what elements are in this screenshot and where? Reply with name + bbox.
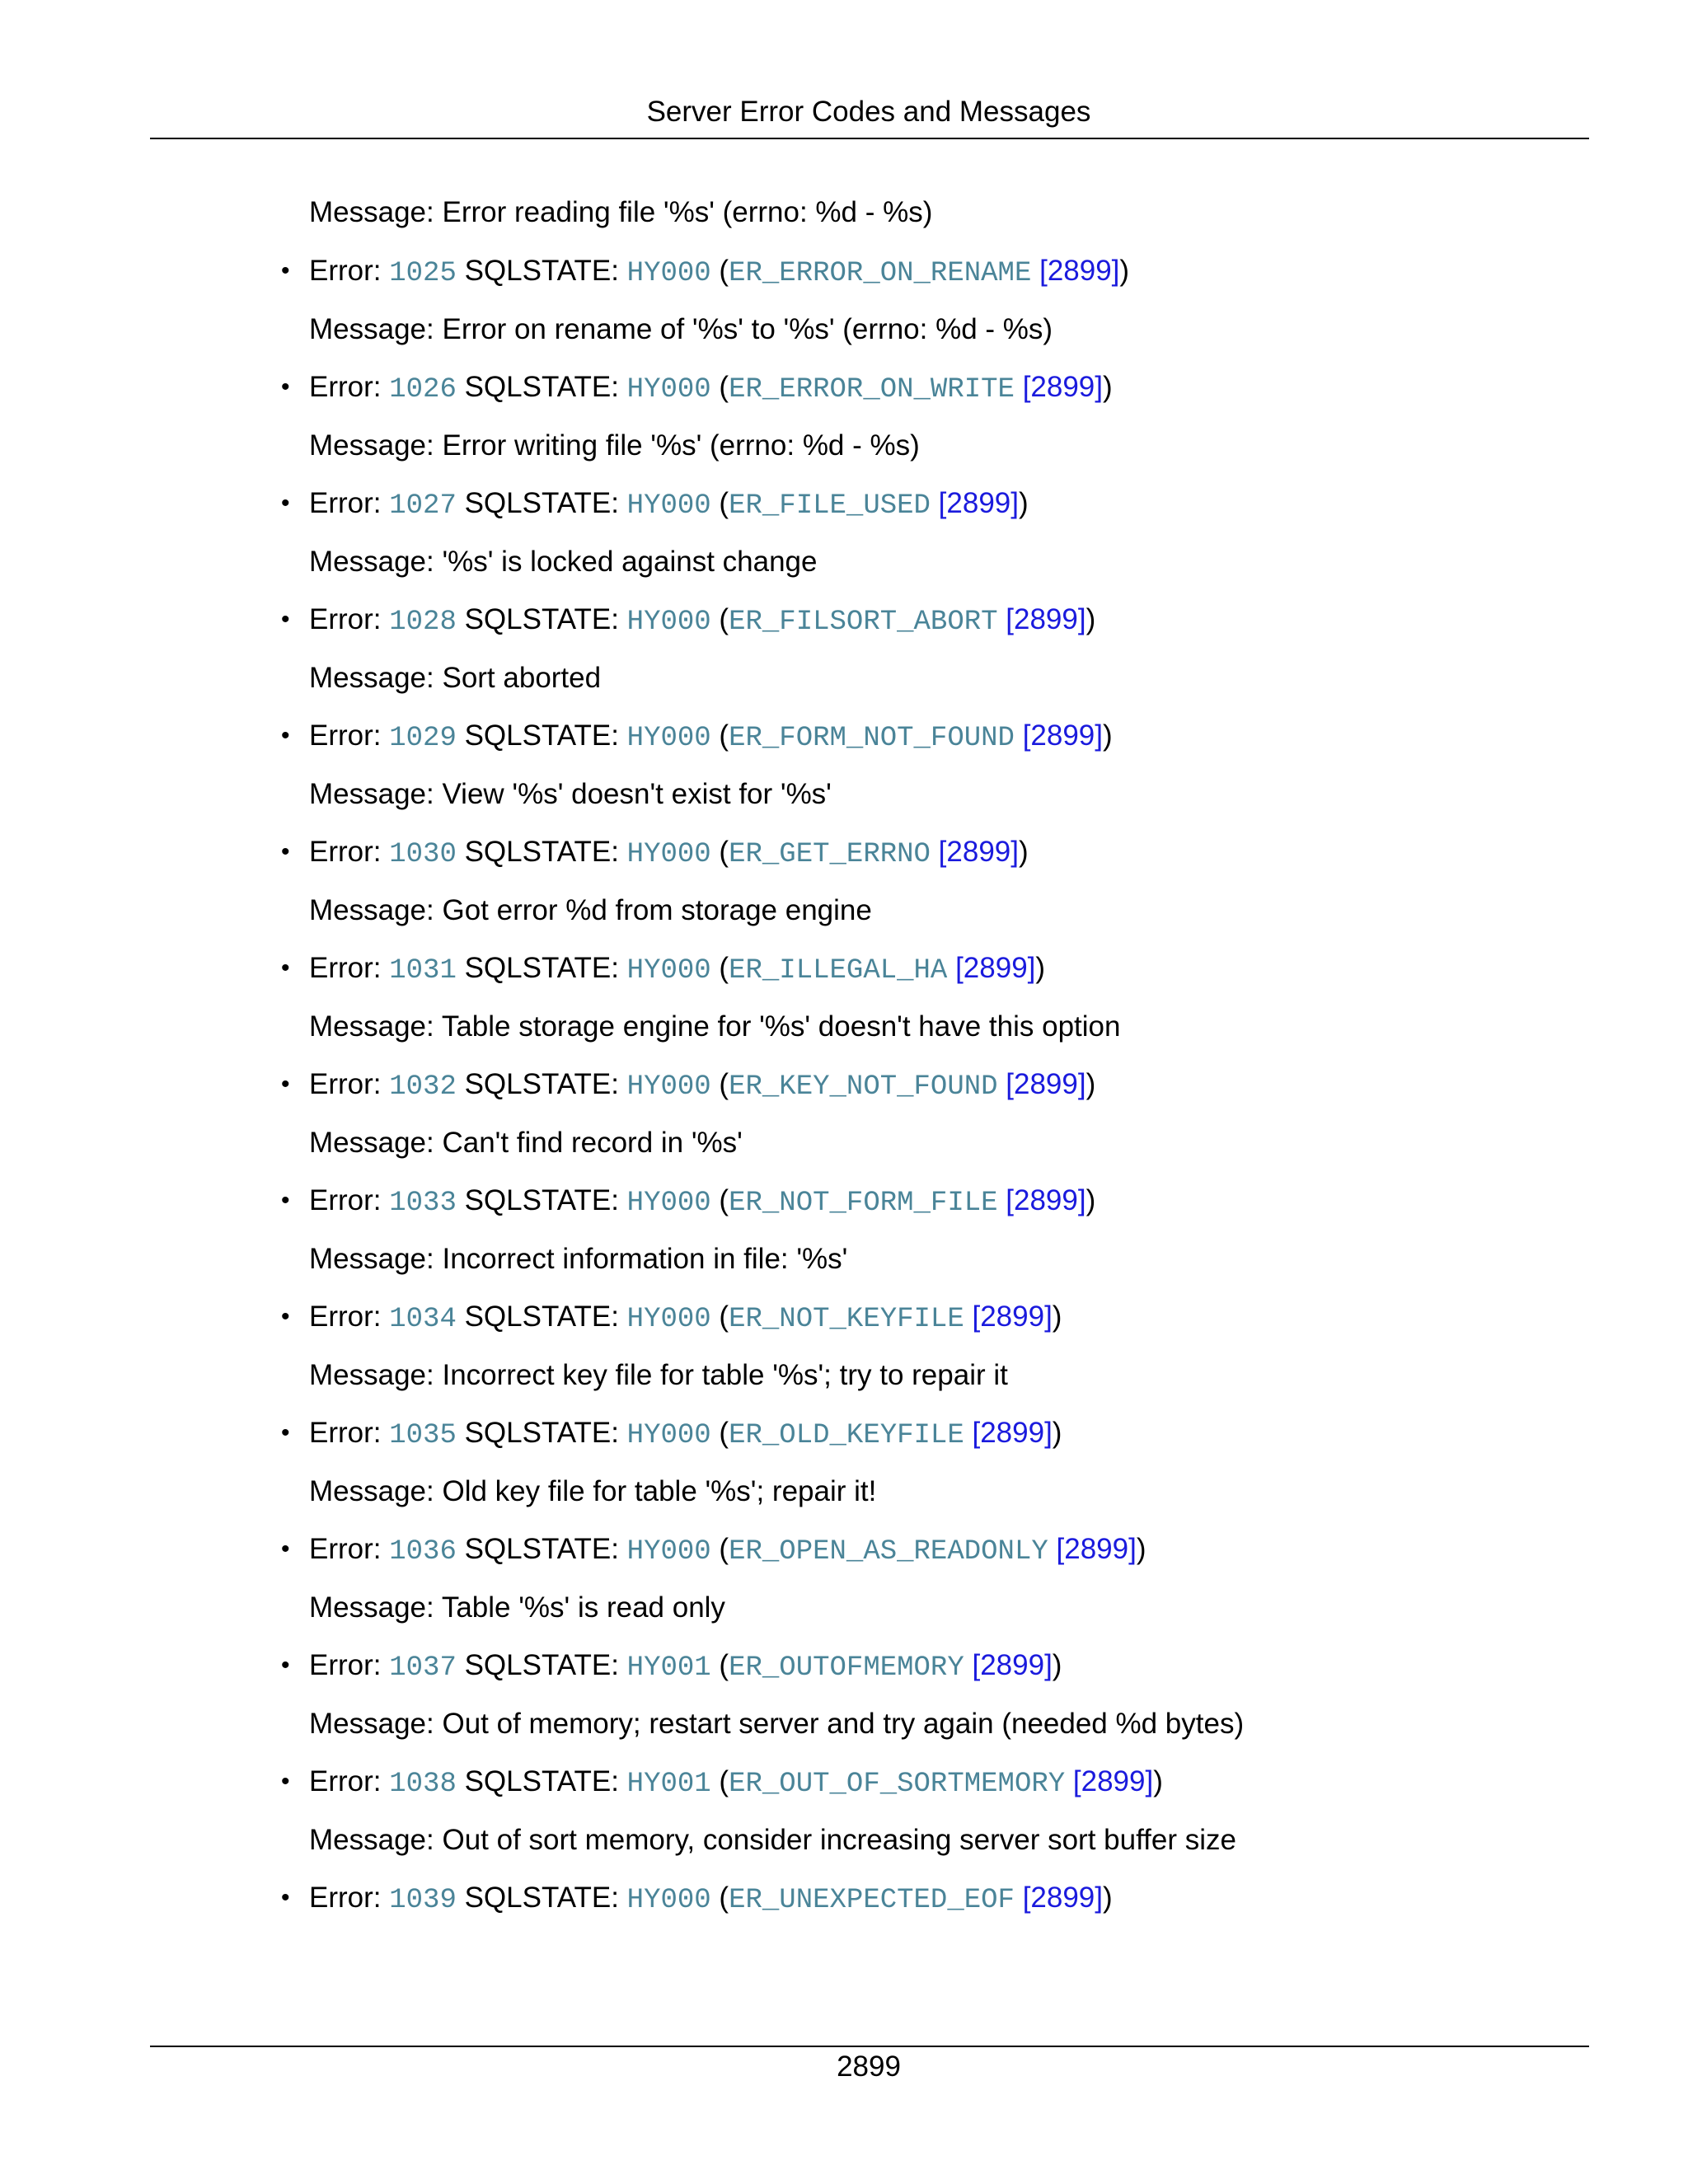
message-prefix: Message: <box>309 1475 443 1507</box>
error-label: Error: <box>309 255 390 287</box>
error-message <box>309 1706 1244 1742</box>
bullet: • <box>281 1303 290 1330</box>
error-label: Error: <box>309 1882 390 1914</box>
open-paren: ( <box>710 1184 729 1216</box>
message-text: Error on rename of '%s' to '%s' (errno: %d - %s) <box>442 313 1053 345</box>
error-symbol: ER_FILE_USED <box>729 490 931 522</box>
close-paren: ) <box>1052 1649 1062 1681</box>
sqlstate-label: SQLSTATE: <box>456 487 627 519</box>
page-reference-link[interactable]: [2899] <box>1006 1068 1086 1100</box>
sqlstate-value: HY000 <box>626 1071 711 1103</box>
error-number: 1030 <box>389 839 457 870</box>
bullet: • <box>281 606 290 633</box>
error-symbol: ER_NOT_FORM_FILE <box>729 1188 998 1219</box>
error-entry <box>281 369 1113 408</box>
sqlstate-value: HY000 <box>626 258 711 289</box>
page-reference-link[interactable]: [2899] <box>1022 1882 1103 1914</box>
error-number: 1032 <box>389 1071 457 1103</box>
close-paren: ) <box>1103 1882 1113 1914</box>
error-entry <box>281 602 1096 640</box>
error-message <box>309 1009 1120 1045</box>
open-paren: ( <box>710 1417 729 1449</box>
open-paren: ( <box>710 255 729 287</box>
sqlstate-value: HY000 <box>626 1536 711 1568</box>
open-paren: ( <box>710 1765 729 1797</box>
bullet: • <box>281 490 290 517</box>
open-paren: ( <box>710 1301 729 1333</box>
error-label: Error: <box>309 1417 390 1449</box>
error-symbol: ER_OUT_OF_SORTMEMORY <box>729 1769 1066 1800</box>
sqlstate-label: SQLSTATE: <box>456 255 627 287</box>
close-paren: ) <box>1018 836 1029 868</box>
error-entry <box>281 1531 1146 1570</box>
message-text: Sort aborted <box>442 662 602 694</box>
sqlstate-label: SQLSTATE: <box>456 1882 627 1914</box>
error-label: Error: <box>309 1068 390 1100</box>
error-number: 1025 <box>389 258 457 289</box>
message-text: Error reading file '%s' (errno: %d - %s) <box>442 196 933 228</box>
close-paren: ) <box>1103 371 1113 403</box>
sqlstate-label: SQLSTATE: <box>456 1533 627 1565</box>
message-prefix: Message: <box>309 1010 442 1043</box>
sqlstate-label: SQLSTATE: <box>456 836 627 868</box>
sqlstate-value: HY000 <box>626 490 711 522</box>
message-text: Out of sort memory, consider increasing server sort buffer size <box>442 1824 1236 1856</box>
error-symbol: ER_FILSORT_ABORT <box>729 607 998 638</box>
message-prefix: Message: <box>309 894 443 926</box>
open-paren: ( <box>710 836 729 868</box>
sqlstate-label: SQLSTATE: <box>456 603 627 635</box>
error-number: 1036 <box>389 1536 457 1568</box>
error-symbol: ER_ILLEGAL_HA <box>729 955 948 987</box>
page-reference-link[interactable]: [2899] <box>1039 255 1120 287</box>
message-text: Can't find record in '%s' <box>442 1127 743 1159</box>
message-text: View '%s' doesn't exist for '%s' <box>442 778 832 810</box>
message-text: Old key file for table '%s'; repair it! <box>442 1475 877 1507</box>
error-label: Error: <box>309 952 390 984</box>
bullet: • <box>281 838 290 865</box>
page-reference-link[interactable]: [2899] <box>1006 603 1086 635</box>
error-symbol: ER_GET_ERRNO <box>729 839 931 870</box>
message-text: Table '%s' is read only <box>441 1591 725 1624</box>
bullet: • <box>281 722 290 749</box>
close-paren: ) <box>1085 1184 1096 1216</box>
message-text: Error writing file '%s' (errno: %d - %s) <box>442 429 920 462</box>
sqlstate-label: SQLSTATE: <box>456 1765 627 1797</box>
sqlstate-value: HY000 <box>626 1188 711 1219</box>
error-message <box>309 428 920 464</box>
close-paren: ) <box>1119 255 1130 287</box>
sqlstate-label: SQLSTATE: <box>456 1301 627 1333</box>
sqlstate-value: HY000 <box>626 839 711 870</box>
error-label: Error: <box>309 1184 390 1216</box>
error-number: 1029 <box>389 723 457 754</box>
page-reference-link[interactable]: [2899] <box>1022 719 1103 752</box>
open-paren: ( <box>710 1533 729 1565</box>
close-paren: ) <box>1018 487 1029 519</box>
sqlstate-value: HY000 <box>626 1304 711 1335</box>
bullet: • <box>281 1419 290 1446</box>
sqlstate-value: HY000 <box>626 607 711 638</box>
message-text: '%s' is locked against change <box>442 546 818 578</box>
error-entry <box>281 1647 1062 1686</box>
page-reference-link[interactable]: [2899] <box>1056 1533 1137 1565</box>
sqlstate-label: SQLSTATE: <box>456 1184 627 1216</box>
error-entry <box>281 1066 1096 1105</box>
error-label: Error: <box>309 487 390 519</box>
error-message <box>309 1590 725 1626</box>
error-symbol: ER_OPEN_AS_READONLY <box>729 1536 1048 1568</box>
page-reference-link[interactable]: [2899] <box>972 1301 1053 1333</box>
error-message <box>309 893 872 929</box>
message-text: Got error %d from storage engine <box>442 894 872 926</box>
sqlstate-value: HY000 <box>626 723 711 754</box>
message-prefix: Message: <box>309 778 443 810</box>
open-paren: ( <box>710 603 729 635</box>
page-reference-link[interactable]: [2899] <box>972 1417 1053 1449</box>
sqlstate-value: HY000 <box>626 374 711 405</box>
error-number: 1028 <box>389 607 457 638</box>
error-message <box>309 544 818 580</box>
sqlstate-label: SQLSTATE: <box>456 952 627 984</box>
error-symbol: ER_FORM_NOT_FOUND <box>729 723 1015 754</box>
message-prefix: Message: <box>309 196 443 228</box>
page-reference-link[interactable]: [2899] <box>972 1649 1053 1681</box>
message-text: Table storage engine for '%s' doesn't have this option <box>441 1010 1121 1043</box>
error-label: Error: <box>309 603 390 635</box>
close-paren: ) <box>1035 952 1046 984</box>
error-message <box>309 1241 847 1277</box>
message-prefix: Message: <box>309 1708 443 1740</box>
open-paren: ( <box>710 487 729 519</box>
error-number: 1038 <box>389 1769 457 1800</box>
page-reference-link[interactable]: [2899] <box>1072 1765 1154 1797</box>
message-prefix: Message: <box>309 429 443 462</box>
bullet: • <box>281 257 290 284</box>
close-paren: ) <box>1153 1765 1163 1797</box>
close-paren: ) <box>1052 1417 1062 1449</box>
error-entry <box>281 1415 1062 1454</box>
error-symbol: ER_NOT_KEYFILE <box>729 1304 964 1335</box>
bullet: • <box>281 1535 290 1563</box>
error-symbol: ER_ERROR_ON_WRITE <box>729 374 1015 405</box>
error-label: Error: <box>309 836 390 868</box>
page-header-title: Server Error Codes and Messages <box>646 96 1091 128</box>
error-number: 1027 <box>389 490 457 522</box>
sqlstate-value: HY000 <box>626 955 711 987</box>
message-text: Out of memory; restart server and try again (needed %d bytes) <box>442 1708 1245 1740</box>
message-prefix: Message: <box>309 1127 443 1159</box>
error-message <box>309 1125 743 1161</box>
bullet: • <box>281 954 290 982</box>
error-label: Error: <box>309 1533 390 1565</box>
error-entry <box>281 1880 1113 1919</box>
open-paren: ( <box>710 1068 729 1100</box>
message-prefix: Message: <box>309 1243 443 1275</box>
bullet: • <box>281 1071 290 1098</box>
error-message <box>309 776 832 813</box>
error-entry <box>281 253 1130 292</box>
error-label: Error: <box>309 371 390 403</box>
error-number: 1035 <box>389 1420 457 1451</box>
page-reference-link[interactable]: [2899] <box>938 487 1019 519</box>
sqlstate-label: SQLSTATE: <box>456 1068 627 1100</box>
error-message <box>309 1474 876 1510</box>
header-rule <box>150 138 1589 139</box>
bullet: • <box>281 1187 290 1214</box>
error-symbol: ER_KEY_NOT_FOUND <box>729 1071 998 1103</box>
open-paren: ( <box>710 719 729 752</box>
page-reference-link[interactable]: [2899] <box>938 836 1019 868</box>
error-label: Error: <box>309 1765 390 1797</box>
error-number: 1034 <box>389 1304 457 1335</box>
error-message <box>309 1822 1236 1858</box>
bullet: • <box>281 373 290 401</box>
error-symbol: ER_OLD_KEYFILE <box>729 1420 964 1451</box>
open-paren: ( <box>710 371 729 403</box>
error-entry <box>281 950 1046 989</box>
message-prefix: Message: <box>309 662 443 694</box>
open-paren: ( <box>710 1649 729 1681</box>
close-paren: ) <box>1085 1068 1096 1100</box>
error-message <box>309 1357 1008 1394</box>
page-reference-link[interactable]: [2899] <box>955 952 1036 984</box>
bullet: • <box>281 1768 290 1795</box>
message-prefix: Message: <box>309 1824 443 1856</box>
sqlstate-label: SQLSTATE: <box>456 719 627 752</box>
sqlstate-value: HY000 <box>626 1885 711 1916</box>
bullet: • <box>281 1884 290 1911</box>
error-number: 1039 <box>389 1885 457 1916</box>
error-entry <box>281 1299 1062 1338</box>
leading-message <box>309 194 932 231</box>
close-paren: ) <box>1052 1301 1062 1333</box>
sqlstate-value: HY001 <box>626 1769 711 1800</box>
error-message <box>309 312 1053 348</box>
footer-rule <box>150 2046 1589 2047</box>
page-number: 2899 <box>837 2050 901 2083</box>
close-paren: ) <box>1136 1533 1146 1565</box>
sqlstate-value: HY000 <box>626 1420 711 1451</box>
error-entry <box>281 1764 1163 1802</box>
message-prefix: Message: <box>309 1359 443 1391</box>
error-number: 1033 <box>389 1188 457 1219</box>
error-label: Error: <box>309 1301 390 1333</box>
sqlstate-label: SQLSTATE: <box>456 371 627 403</box>
error-entry <box>281 718 1113 757</box>
error-number: 1031 <box>389 955 457 987</box>
sqlstate-label: SQLSTATE: <box>456 1417 627 1449</box>
error-label: Error: <box>309 719 390 752</box>
message-prefix: Message: <box>309 546 443 578</box>
bullet: • <box>281 1652 290 1679</box>
open-paren: ( <box>710 1882 729 1914</box>
close-paren: ) <box>1103 719 1113 752</box>
message-text: Incorrect key file for table '%s'; try to repair it <box>442 1359 1008 1391</box>
page-reference-link[interactable]: [2899] <box>1006 1184 1086 1216</box>
message-prefix: Message: <box>309 1591 442 1624</box>
open-paren: ( <box>710 952 729 984</box>
message-prefix: Message: <box>309 313 443 345</box>
sqlstate-value: HY001 <box>626 1652 711 1684</box>
sqlstate-label: SQLSTATE: <box>456 1649 627 1681</box>
error-entry <box>281 1183 1096 1221</box>
close-paren: ) <box>1085 603 1096 635</box>
error-entry <box>281 834 1029 873</box>
error-number: 1026 <box>389 374 457 405</box>
error-label: Error: <box>309 1649 390 1681</box>
error-symbol: ER_UNEXPECTED_EOF <box>729 1885 1015 1916</box>
error-number: 1037 <box>389 1652 457 1684</box>
page-reference-link[interactable]: [2899] <box>1022 371 1103 403</box>
error-symbol: ER_OUTOFMEMORY <box>729 1652 964 1684</box>
message-text: Incorrect information in file: '%s' <box>442 1243 848 1275</box>
error-symbol: ER_ERROR_ON_RENAME <box>729 258 1032 289</box>
error-message <box>309 660 601 696</box>
error-entry <box>281 485 1029 524</box>
